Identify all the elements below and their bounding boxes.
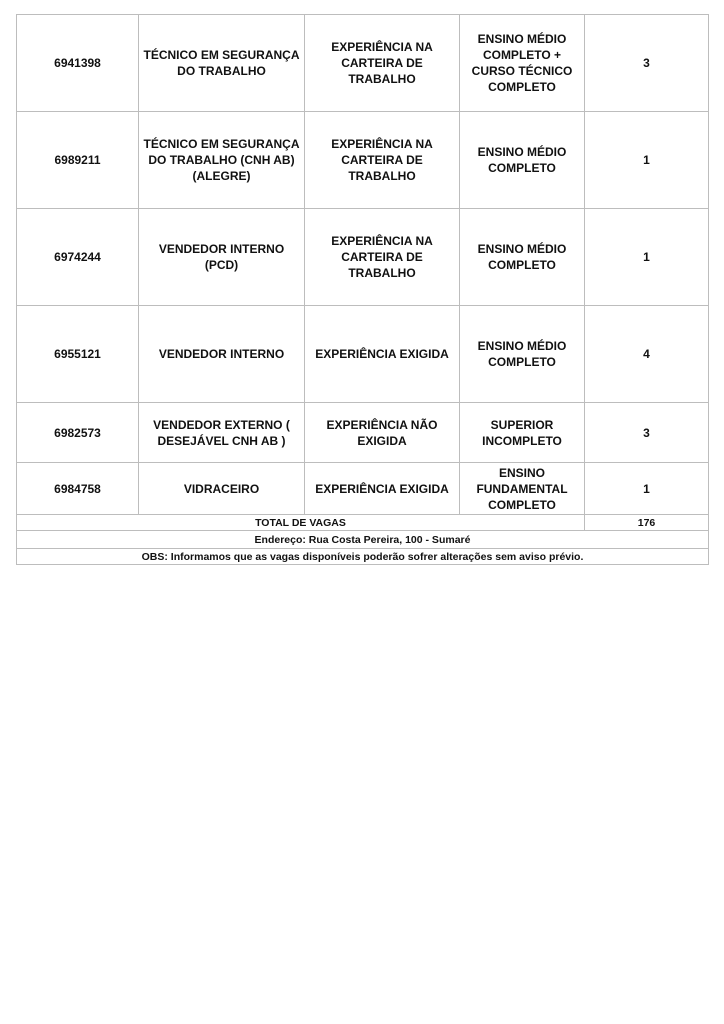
job-title: VIDRACEIRO [139,463,305,515]
job-vacancies-table [16,14,709,565]
job-code: 6984758 [17,463,139,515]
job-vacancies: 3 [585,15,709,112]
job-experience: EXPERIÊNCIA NA CARTEIRA DE TRABALHO [305,112,460,209]
job-code: 6941398 [17,15,139,112]
job-vacancies: 1 [585,112,709,209]
job-title: VENDEDOR INTERNO (PCD) [139,209,305,306]
job-education: SUPERIOR INCOMPLETO [460,403,585,463]
job-title: VENDEDOR EXTERNO ( DESEJÁVEL CNH AB ) [139,403,305,463]
obs-row [17,549,709,565]
table-row [17,463,709,515]
job-vacancies: 4 [585,306,709,403]
job-vacancies: 1 [585,463,709,515]
job-experience: EXPERIÊNCIA EXIGIDA [305,463,460,515]
total-row [17,515,709,531]
obs-text: OBS: Informamos que as vagas disponíveis poderão sofrer alterações sem aviso prévio. [17,549,709,565]
job-experience: EXPERIÊNCIA NA CARTEIRA DE TRABALHO [305,15,460,112]
table-row [17,112,709,209]
job-code: 6955121 [17,306,139,403]
table-row [17,306,709,403]
address-row [17,531,709,549]
address-text: Endereço: Rua Costa Pereira, 100 - Sumaré [17,531,709,549]
job-education: ENSINO MÉDIO COMPLETO [460,112,585,209]
total-value: 176 [585,515,709,531]
table-row [17,403,709,463]
table-row [17,209,709,306]
job-vacancies: 3 [585,403,709,463]
job-education: ENSINO MÉDIO COMPLETO [460,306,585,403]
job-education: ENSINO FUNDAMENTAL COMPLETO [460,463,585,515]
job-experience: EXPERIÊNCIA NA CARTEIRA DE TRABALHO [305,209,460,306]
job-title: VENDEDOR INTERNO [139,306,305,403]
job-experience: EXPERIÊNCIA NÃO EXIGIDA [305,403,460,463]
job-education: ENSINO MÉDIO COMPLETO + CURSO TÉCNICO COMPLETO [460,15,585,112]
job-title: TÉCNICO EM SEGURANÇA DO TRABALHO (CNH AB) (ALEGRE) [139,112,305,209]
total-label: TOTAL DE VAGAS [17,515,585,531]
job-code: 6982573 [17,403,139,463]
job-vacancies: 1 [585,209,709,306]
table-row [17,15,709,112]
job-title: TÉCNICO EM SEGURANÇA DO TRABALHO [139,15,305,112]
job-education: ENSINO MÉDIO COMPLETO [460,209,585,306]
job-experience: EXPERIÊNCIA EXIGIDA [305,306,460,403]
job-code: 6974244 [17,209,139,306]
job-code: 6989211 [17,112,139,209]
